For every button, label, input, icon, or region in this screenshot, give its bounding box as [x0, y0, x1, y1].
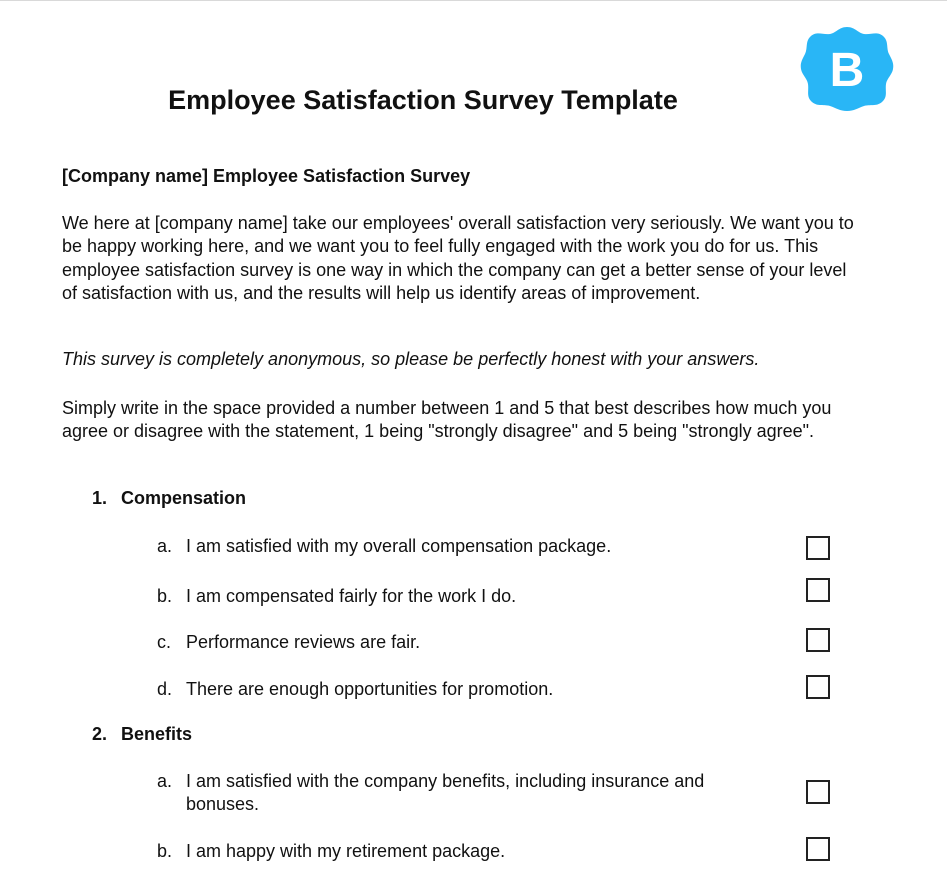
section-number: 2.: [92, 724, 108, 744]
answer-box[interactable]: [806, 837, 830, 861]
section-heading-compensation: [92, 488, 246, 509]
answer-box[interactable]: [806, 578, 830, 602]
item-text: There are enough opportunities for promotion.: [186, 679, 554, 699]
item-text: I am compensated fairly for the work I do.: [186, 586, 517, 606]
item-letter: b.: [157, 841, 173, 861]
item-text: I am satisfied with my overall compensation package.: [186, 536, 612, 556]
answer-box[interactable]: [806, 628, 830, 652]
item-letter: c.: [157, 632, 172, 652]
item-text: I am satisfied with the company benefits, including insurance and bonuses.: [186, 771, 705, 815]
instructions-paragraph: Simply write in the space provided a number between 1 and 5 that best describes how much you agree or disagree with the statement, 1 being "strongly disagree" and 5 being "strongly agree".: [62, 398, 832, 442]
anonymity-note: This survey is completely anonymous, so please be perfectly honest with your answers.: [62, 349, 760, 369]
intro-paragraph: We here at [company name] take our employees' overall satisfaction very seriously. We want you to be happy working here, and we want you to feel fully engaged with the work you do for us. This employee satisfaction survey is one way in which the company can get a better sense of your level of satisfaction with us, and the results will help us identify areas of improvement.: [62, 213, 854, 303]
section-title: Benefits: [121, 724, 193, 744]
logo-letter: B: [829, 44, 865, 97]
survey-subtitle: [Company name] Employee Satisfaction Survey: [62, 166, 471, 186]
section-title: Compensation: [121, 488, 247, 508]
answer-box[interactable]: [806, 536, 830, 560]
survey-item: [157, 770, 777, 817]
survey-item: [157, 631, 777, 654]
survey-item: [157, 840, 777, 863]
answer-box[interactable]: [806, 780, 830, 804]
section-number: 1.: [92, 488, 108, 508]
item-text: Performance reviews are fair.: [186, 632, 421, 652]
survey-item: [157, 585, 777, 608]
answer-box[interactable]: [806, 675, 830, 699]
section-heading-benefits: [92, 724, 192, 745]
survey-item: [157, 535, 777, 558]
item-text: I am happy with my retirement package.: [186, 841, 506, 861]
item-letter: a.: [157, 771, 173, 791]
item-letter: d.: [157, 679, 173, 699]
item-letter: b.: [157, 586, 173, 606]
item-letter: a.: [157, 536, 173, 556]
page-title: Employee Satisfaction Survey Template: [168, 85, 678, 115]
survey-item: [157, 678, 777, 701]
